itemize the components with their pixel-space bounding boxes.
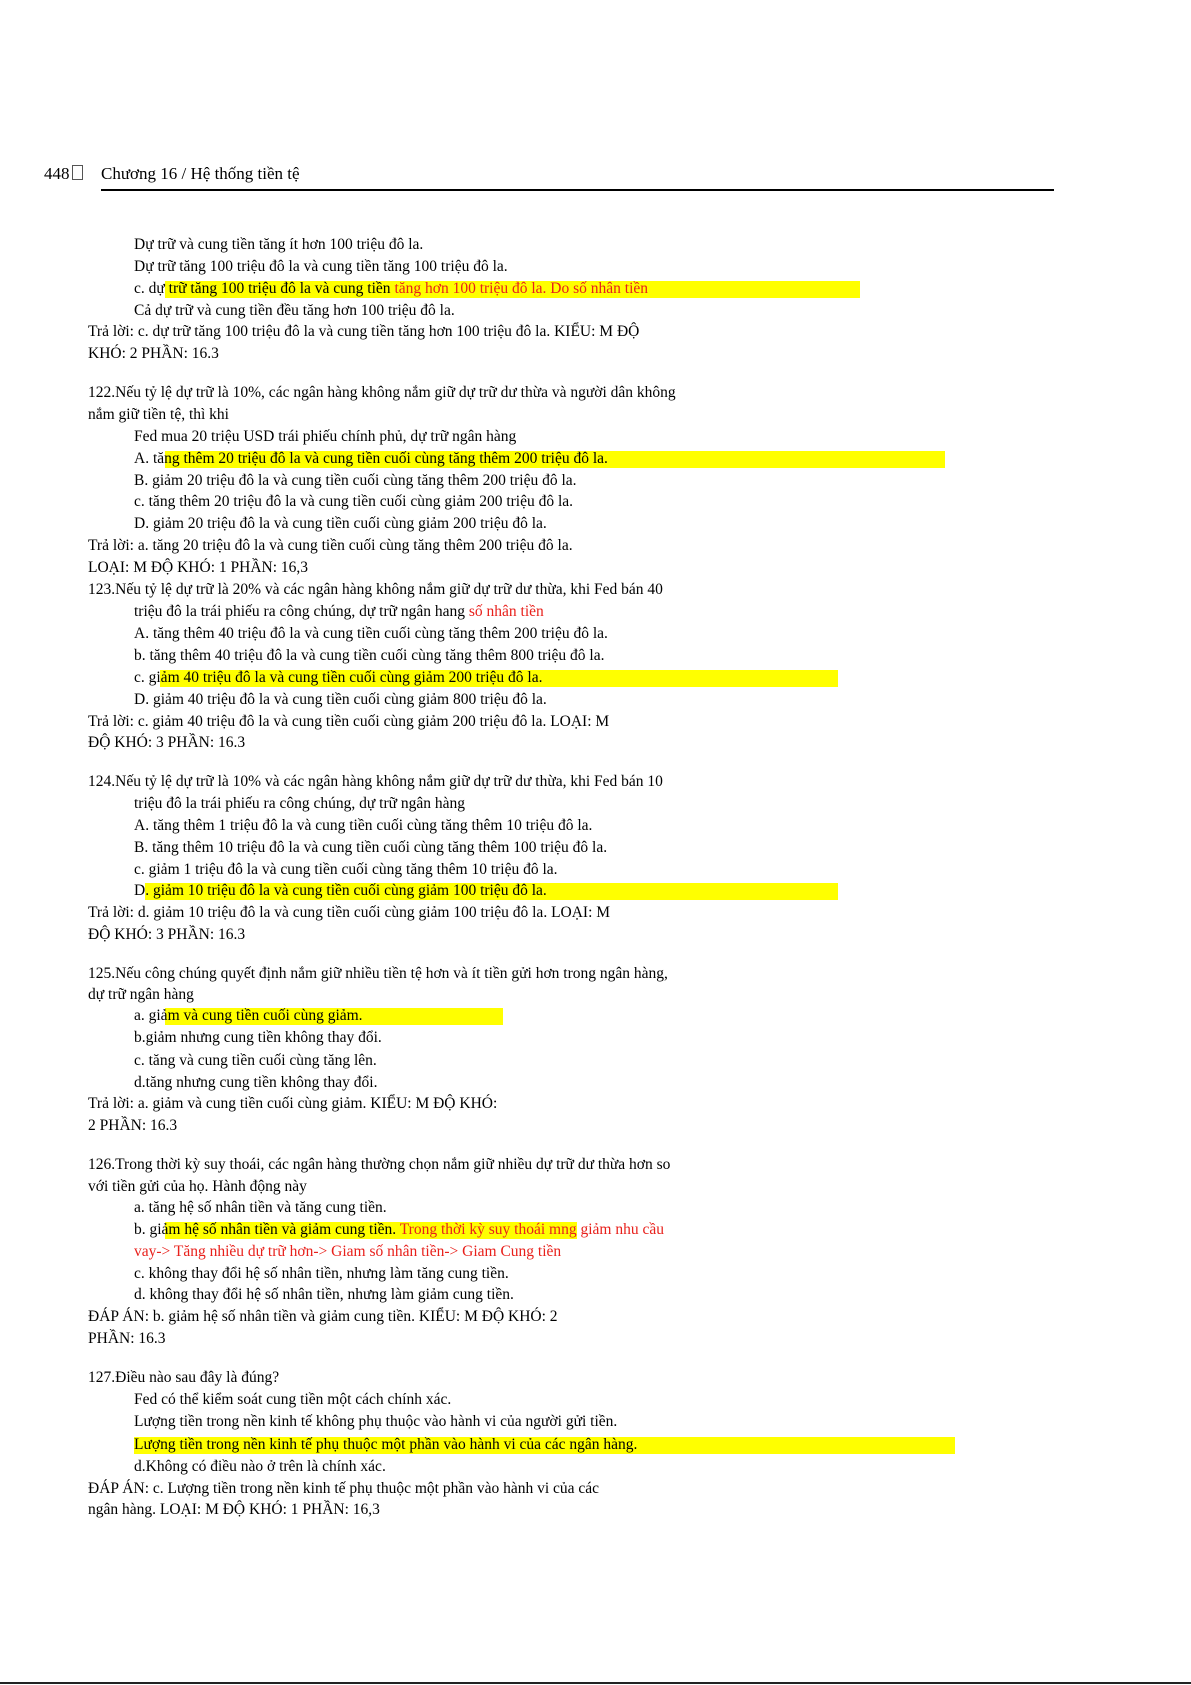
- question-stem: với tiền gửi của họ. Hành động này: [88, 1178, 307, 1195]
- answer: Trả lời: c. dự trữ tăng 100 triệu đô la và cung tiền tăng hơn 100 triệu đô la. KIỂU: M ĐỘ: [88, 323, 640, 340]
- note-red: vay-> Tăng nhiều dự trữ hơn-> Giam số nhân tiền-> Giam Cung tiền: [134, 1243, 562, 1260]
- answer: KHÓ: 2 PHẦN: 16.3: [88, 345, 219, 362]
- option: d.tăng nhưng cung tiền không thay đổi.: [134, 1074, 378, 1091]
- answer: ngân hàng. LOẠI: M ĐỘ KHÓ: 1 PHẦN: 16,3: [88, 1501, 380, 1518]
- option: D. giảm 40 triệu đô la và cung tiền cuối cùng giảm 800 triệu đô la.: [134, 691, 547, 708]
- question-stem: dự trữ ngân hàng: [88, 986, 194, 1003]
- answer: ĐỘ KHÓ: 3 PHẦN: 16.3: [88, 926, 246, 943]
- option: a. tăng hệ số nhân tiền và tăng cung tiền.: [134, 1199, 387, 1216]
- option: Dự trữ tăng 100 triệu đô la và cung tiền tăng 100 triệu đô la.: [134, 258, 508, 275]
- option: Dự trữ và cung tiền tăng ít hơn 100 triệu đô la.: [134, 236, 424, 253]
- option: c. dự trữ tăng 100 triệu đô la và cung tiền tăng hơn 100 triệu đô la. Do số nhân tiền: [134, 280, 649, 297]
- answer: ĐÁP ÁN: c. Lượng tiền trong nền kinh tế phụ thuộc một phần vào hành vi của các: [88, 1480, 600, 1497]
- answer: 2 PHẦN: 16.3: [88, 1117, 178, 1134]
- note-red: Trong thời kỳ suy thoái mng giảm nhu cầu: [399, 1221, 664, 1238]
- option: A. tăng thêm 40 triệu đô la và cung tiền cuối cùng tăng thêm 200 triệu đô la.: [134, 625, 608, 642]
- chapter-title: Chương 16 / Hệ thống tiền tệ: [101, 164, 1054, 191]
- option: A. tăng thêm 1 triệu đô la và cung tiền cuối cùng tăng thêm 10 triệu đô la.: [134, 817, 593, 834]
- question-stem: triệu đô la trái phiếu ra công chúng, dự trữ ngân hang số nhân tiền: [134, 603, 544, 620]
- answer: Trả lời: d. giảm 10 triệu đô la và cung tiền cuối cùng giảm 100 triệu đô la. LOẠI: M: [88, 904, 611, 921]
- note-red: số nhân tiền: [468, 603, 544, 620]
- answer: Trả lời: a. tăng 20 triệu đô la và cung tiền cuối cùng tăng thêm 200 triệu đô la.: [88, 537, 573, 554]
- page-number: 448: [44, 164, 83, 184]
- page-header: [44, 164, 1054, 190]
- option: B. tăng thêm 10 triệu đô la và cung tiền cuối cùng tăng thêm 100 triệu đô la.: [134, 839, 608, 856]
- question-stem: 123.Nếu tỷ lệ dự trữ là 20% và các ngân hàng không nắm giữ dự trữ dư thừa, khi Fed bán 40: [88, 581, 663, 598]
- option: c. tăng thêm 20 triệu đô la và cung tiền cuối cùng giảm 200 triệu đô la.: [134, 493, 574, 510]
- answer: Trả lời: a. giảm và cung tiền cuối cùng giảm. KIỂU: M ĐỘ KHÓ:: [88, 1095, 498, 1112]
- question-stem: 125.Nếu công chúng quyết định nắm giữ nhiều tiền tệ hơn và ít tiền gửi hơn trong ngân hàng,: [88, 965, 668, 982]
- option: Lượng tiền trong nền kinh tế phụ thuộc một phần vào hành vi của các ngân hàng.: [134, 1436, 638, 1453]
- option: Lượng tiền trong nền kinh tế không phụ thuộc vào hành vi của người gửi tiền.: [134, 1413, 618, 1430]
- option: D. giảm 20 triệu đô la và cung tiền cuối cùng giảm 200 triệu đô la.: [134, 515, 547, 532]
- question-stem: 124.Nếu tỷ lệ dự trữ là 10% và các ngân hàng không nắm giữ dự trữ dư thừa, khi Fed bán 10: [88, 773, 663, 790]
- missing-glyph-icon: [72, 165, 83, 180]
- option: b.giảm nhưng cung tiền không thay đổi.: [134, 1029, 382, 1046]
- option: c. giảm 40 triệu đô la và cung tiền cuối cùng giảm 200 triệu đô la.: [134, 669, 543, 686]
- question-stem: 127.Điều nào sau đây là đúng?: [88, 1369, 280, 1386]
- option: c. giảm 1 triệu đô la và cung tiền cuối cùng tăng thêm 10 triệu đô la.: [134, 861, 558, 878]
- option: D. giảm 10 triệu đô la và cung tiền cuối cùng giảm 100 triệu đô la.: [134, 882, 547, 899]
- question-stem: 122.Nếu tỷ lệ dự trữ là 10%, các ngân hàng không nắm giữ dự trữ dư thừa và người dân không: [88, 384, 676, 401]
- option: B. giảm 20 triệu đô la và cung tiền cuối cùng tăng thêm 200 triệu đô la.: [134, 472, 577, 489]
- option: Fed có thể kiểm soát cung tiền một cách chính xác.: [134, 1391, 452, 1408]
- option: d. không thay đổi hệ số nhân tiền, nhưng làm giảm cung tiền.: [134, 1286, 514, 1303]
- answer: ĐÁP ÁN: b. giảm hệ số nhân tiền và giảm cung tiền. KIỂU: M ĐỘ KHÓ: 2: [88, 1308, 558, 1325]
- option: c. không thay đổi hệ số nhân tiền, nhưng làm tăng cung tiền.: [134, 1265, 509, 1282]
- option: b. giảm hệ số nhân tiền và giảm cung tiền. Trong thời kỳ suy thoái mng giảm nhu cầu: [134, 1221, 664, 1238]
- question-stem: triệu đô la trái phiếu ra công chúng, dự trữ ngân hàng: [134, 795, 466, 812]
- option: Cả dự trữ và cung tiền đều tăng hơn 100 triệu đô la.: [134, 302, 455, 319]
- option: A. tăng thêm 20 triệu đô la và cung tiền cuối cùng tăng thêm 200 triệu đô la.: [134, 450, 608, 467]
- answer: Trả lời: c. giảm 40 triệu đô la và cung tiền cuối cùng giảm 200 triệu đô la. LOẠI: M: [88, 713, 610, 730]
- page-bottom-rule: [0, 1682, 1191, 1684]
- question-stem: Fed mua 20 triệu USD trái phiếu chính phủ, dự trữ ngân hàng: [134, 428, 517, 445]
- answer: PHẦN: 16.3: [88, 1330, 166, 1347]
- answer: ĐỘ KHÓ: 3 PHẦN: 16.3: [88, 734, 246, 751]
- option: c. tăng và cung tiền cuối cùng tăng lên.: [134, 1052, 377, 1069]
- answer: LOẠI: M ĐỘ KHÓ: 1 PHẦN: 16,3: [88, 559, 309, 576]
- option: a. giảm và cung tiền cuối cùng giảm.: [134, 1007, 363, 1024]
- option: b. tăng thêm 40 triệu đô la và cung tiền cuối cùng tăng thêm 800 triệu đô la.: [134, 647, 605, 664]
- option: d.Không có điều nào ở trên là chính xác.: [134, 1458, 386, 1475]
- question-stem: nắm giữ tiền tệ, thì khi: [88, 406, 229, 423]
- question-stem: 126.Trong thời kỳ suy thoái, các ngân hàng thường chọn nắm giữ nhiều dự trữ dư thừa hơn so: [88, 1156, 671, 1173]
- note-red: tăng hơn 100 triệu đô la. Do số nhân tiền: [394, 280, 649, 297]
